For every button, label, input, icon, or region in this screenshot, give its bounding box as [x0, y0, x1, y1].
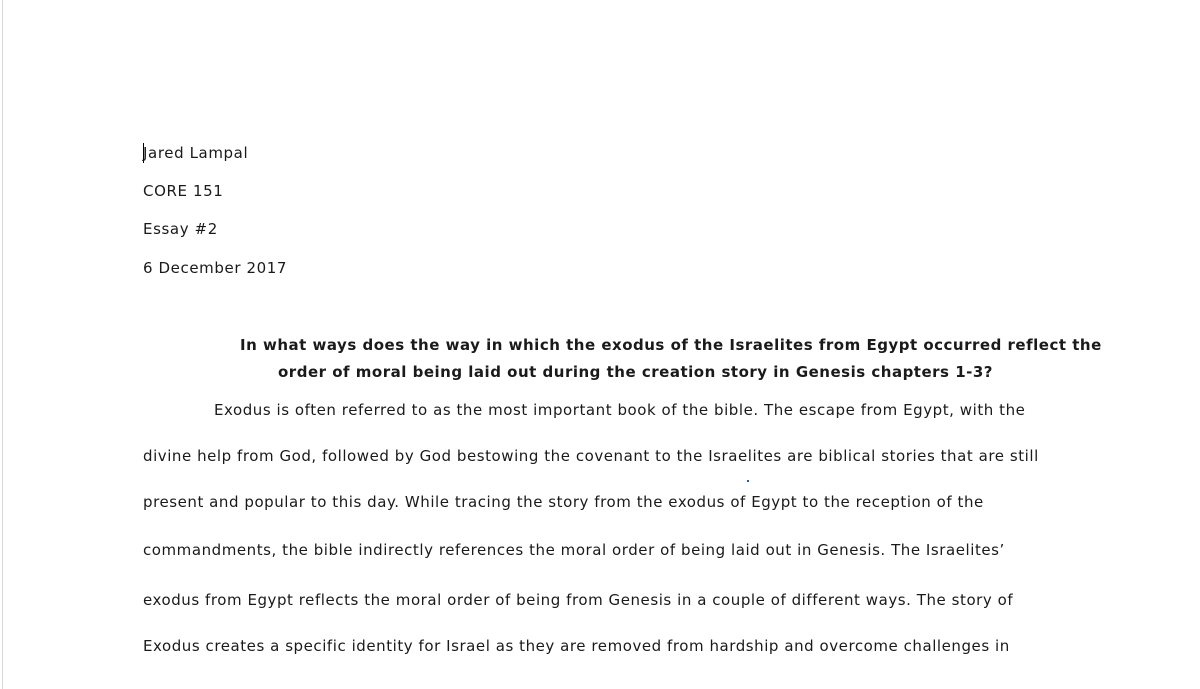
- body-line-1: Exodus is often referred to as the most important book of the bible. The escape from Egypt, with the: [214, 401, 1026, 419]
- assignment-name: Essay #2: [143, 220, 218, 238]
- course-name: CORE 151: [143, 182, 224, 200]
- essay-title-line-1: In what ways does the way in which the exodus of the Israelites from Egypt occurred reflect the: [240, 336, 1102, 354]
- body-line-2: divine help from God, followed by God bestowing the covenant to the Israelites are biblical stories that are still: [143, 447, 1039, 465]
- author-name: Jared Lampal: [143, 144, 249, 162]
- body-line-6: Exodus creates a specific identity for Israel as they are removed from hardship and overcome challenges in: [143, 637, 1010, 655]
- body-line-4: commandments, the bible indirectly references the moral order of being laid out in Genesis. The Israelites’: [143, 541, 1005, 559]
- spelling-marker: [747, 480, 749, 482]
- body-line-5: exodus from Egypt reflects the moral order of being from Genesis in a couple of different ways. The story of: [143, 591, 1014, 609]
- body-line-3: present and popular to this day. While tracing the story from the exodus of Egypt to the reception of the: [143, 493, 984, 511]
- essay-date: 6 December 2017: [143, 259, 288, 277]
- essay-title-line-2: order of moral being laid out during the creation story in Genesis chapters 1-3?: [278, 363, 993, 381]
